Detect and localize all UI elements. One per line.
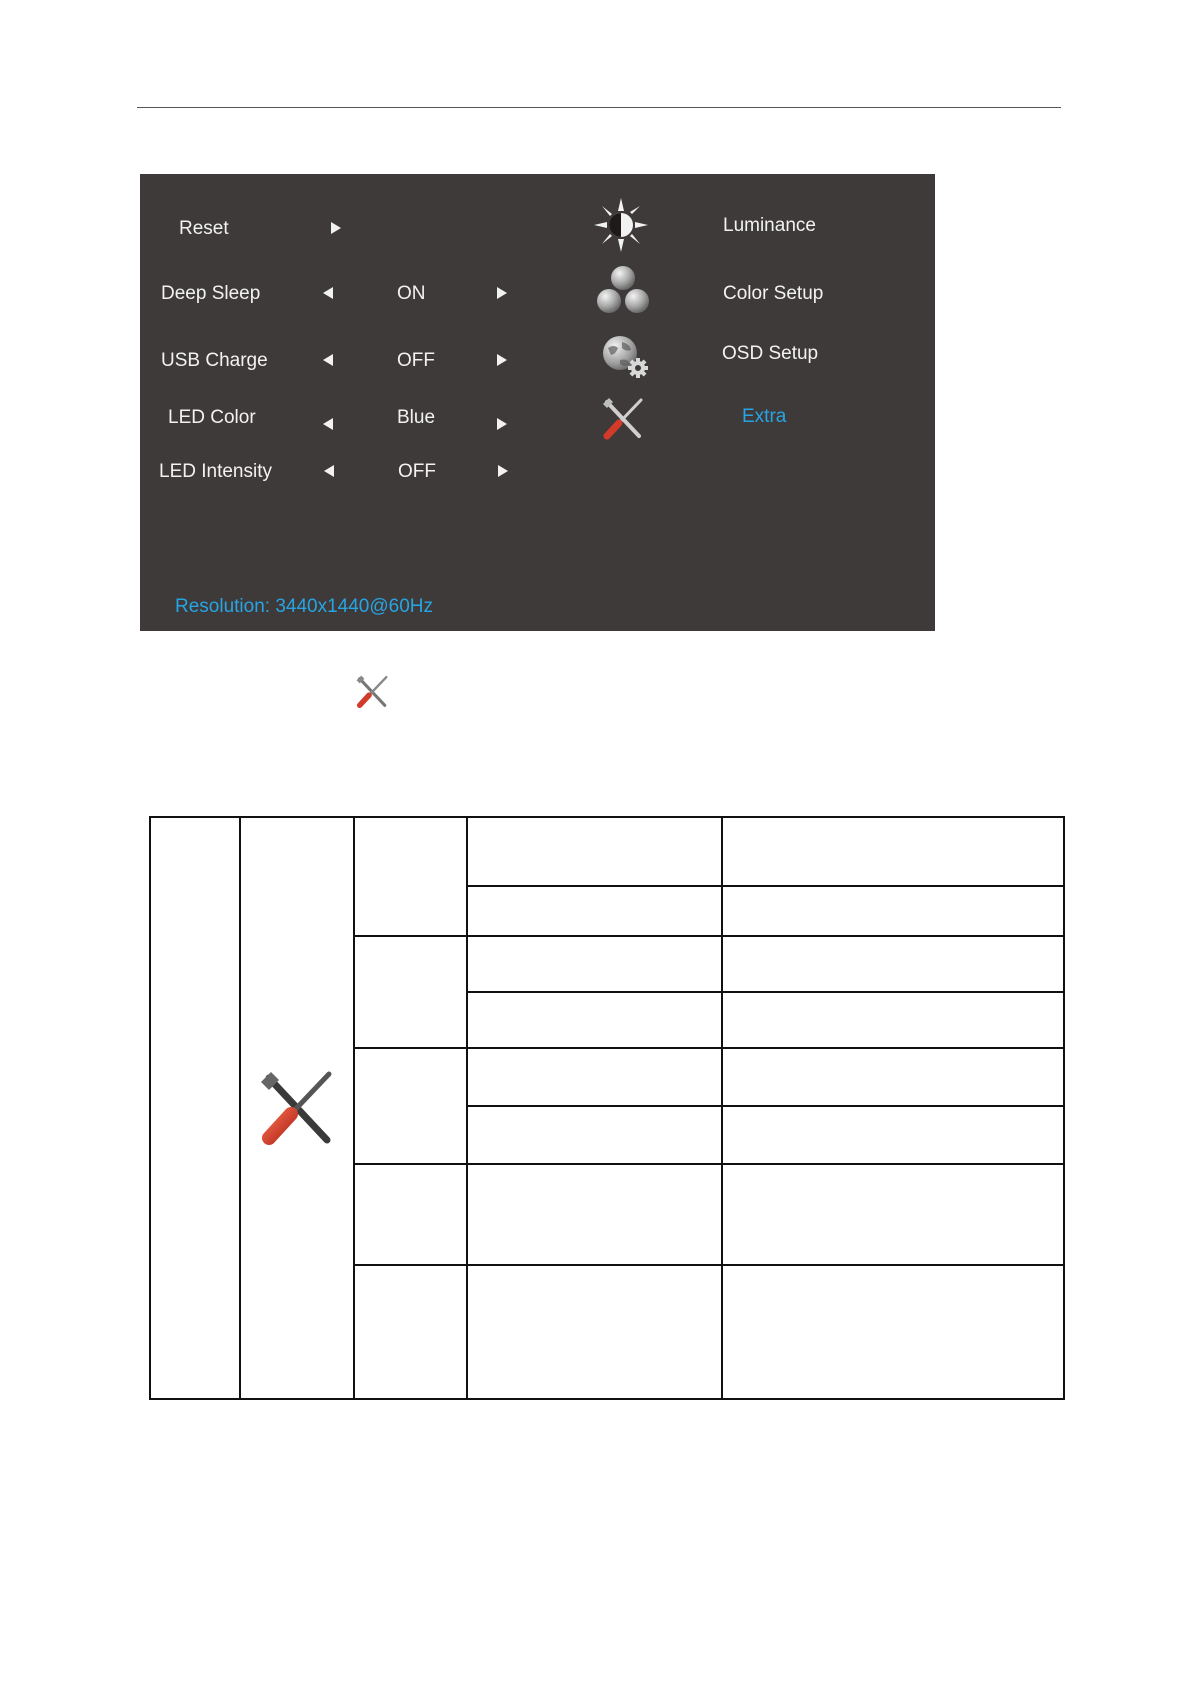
tools-icon[interactable]: [601, 396, 647, 442]
table-cell: [354, 1048, 467, 1164]
osd-screen: [140, 174, 935, 631]
table-cell: [467, 936, 722, 992]
table-cell: [354, 936, 467, 1048]
table-cell: [354, 1265, 467, 1399]
table-cell: [467, 1164, 722, 1265]
resolution-status: Resolution: 3440x1440@60Hz: [175, 596, 434, 617]
deep-sleep-arrow-right[interactable]: [497, 287, 507, 299]
usb-charge-value: OFF: [397, 350, 435, 371]
table-icon-cell: [240, 817, 354, 1399]
deep-sleep-arrow-left[interactable]: [323, 287, 333, 299]
table-cell: [467, 992, 722, 1048]
globe-gear-icon[interactable]: [600, 334, 652, 382]
table-cell: [722, 1164, 1064, 1265]
menu-item-led-color[interactable]: LED Color: [168, 407, 256, 428]
category-osd-setup[interactable]: OSD Setup: [722, 343, 819, 364]
table-cell: [467, 1106, 722, 1164]
table-cell: [354, 1164, 467, 1265]
table-cell: [467, 1048, 722, 1106]
table-cell: [722, 936, 1064, 992]
category-extra[interactable]: Extra: [742, 406, 787, 427]
tools-icon: [257, 1068, 337, 1148]
menu-item-usb-charge[interactable]: USB Charge: [161, 350, 268, 371]
table-cell: [722, 992, 1064, 1048]
table-cell: [150, 817, 240, 1399]
color-spheres-icon[interactable]: [595, 265, 651, 315]
menu-item-reset[interactable]: Reset: [179, 218, 229, 239]
category-color-setup[interactable]: Color Setup: [723, 283, 824, 304]
led-intensity-arrow-right[interactable]: [498, 465, 508, 477]
sun-icon[interactable]: [593, 197, 649, 253]
usb-charge-arrow-left[interactable]: [323, 354, 333, 366]
usb-charge-arrow-right[interactable]: [497, 354, 507, 366]
tools-icon: [355, 674, 391, 710]
table-cell: [354, 817, 467, 936]
table-cell: [722, 1048, 1064, 1106]
table-cell: [467, 1265, 722, 1399]
spec-table: [149, 816, 1065, 1400]
header-rule: [137, 107, 1061, 108]
led-color-value: Blue: [397, 407, 436, 428]
table-cell: [722, 1106, 1064, 1164]
table-cell: [467, 886, 722, 936]
deep-sleep-value: ON: [397, 283, 426, 304]
table-cell: [722, 817, 1064, 886]
reset-arrow-right[interactable]: [331, 222, 341, 234]
led-color-arrow-left[interactable]: [323, 418, 333, 430]
led-color-arrow-right[interactable]: [497, 418, 507, 430]
table-cell: [722, 1265, 1064, 1399]
table-cell: [722, 886, 1064, 936]
menu-item-deep-sleep[interactable]: Deep Sleep: [161, 283, 261, 304]
category-luminance[interactable]: Luminance: [723, 215, 816, 236]
led-intensity-arrow-left[interactable]: [324, 465, 334, 477]
led-intensity-value: OFF: [398, 461, 436, 482]
menu-item-led-intensity[interactable]: LED Intensity: [159, 461, 272, 482]
table-cell: [467, 817, 722, 886]
